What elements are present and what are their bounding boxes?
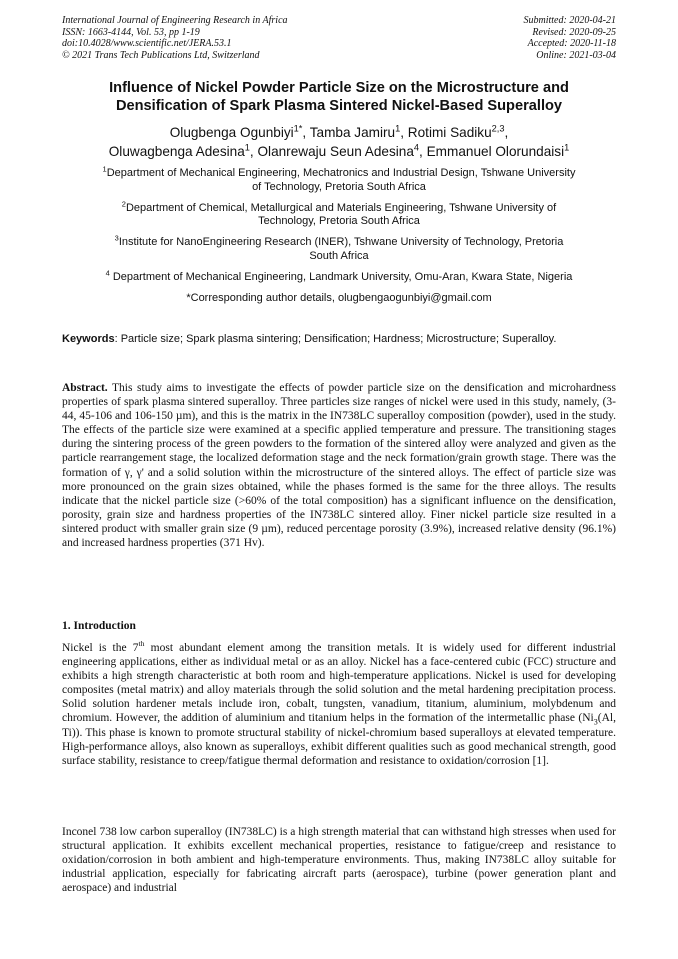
author-affil-mark: 1* xyxy=(293,123,303,134)
affiliation-mark: 1 xyxy=(102,164,107,174)
affiliation-mark: 4 xyxy=(105,268,110,278)
author-name: Oluwagbenga Adesina xyxy=(108,143,245,159)
author-affil-mark: 2,3 xyxy=(491,123,505,134)
author-name: Olanrewaju Seun Adesina xyxy=(257,143,414,159)
author-affil-mark: 1 xyxy=(244,141,250,152)
affiliation-list xyxy=(62,164,616,305)
title-line-2: Densification of Spark Plasma Sintered Nickel-Based Superalloy xyxy=(115,97,563,114)
author-name: Emmanuel Olorundaisi xyxy=(426,143,565,159)
affiliation-item xyxy=(62,268,616,285)
abstract-label: Abstract. xyxy=(62,382,108,394)
intro-paragraph-1 xyxy=(62,641,616,768)
subscript: 3 xyxy=(593,717,598,727)
keywords-label: Keywords xyxy=(62,333,115,345)
affiliation-line: Department of Mechanical Engineering, Landmark University, Omu-Aran, Kwara State, Nigeria xyxy=(109,270,573,283)
affiliation-item xyxy=(62,198,616,230)
publication-dates xyxy=(524,15,617,61)
author-separator: , xyxy=(302,125,310,140)
keywords-text: : Particle size; Spark plasma sintering; Densification; Hardness; Microstructure; Superalloy. xyxy=(114,333,557,345)
author-affil-mark: 1 xyxy=(564,141,570,152)
author-separator: , xyxy=(419,143,427,159)
title-line-1: Influence of Nickel Powder Particle Size on the Microstructure and xyxy=(109,80,569,96)
date-online: Online: 2021-03-04 xyxy=(536,49,616,61)
author-affil-mark: 4 xyxy=(413,141,420,152)
author-name: Tamba Jamiru xyxy=(309,125,396,140)
abstract-text: This study aims to investigate the effects of powder particle size on the densification and microhardness properties of spark plasma sintered superalloy. Three particles size ranges of nickel were used in this study, namely, (3-44, 45-106 and 106-150 µm), and this is the matrix in the IN738LC superalloy composition (powder), used in the study. The effects of the particle size were examined at a specific applied temperature and pressure. The transitioning stages during the sintering process of the green powders to the formation of the sintered alloy were analyzed and given as the particle rearrangement stage, the localized deformation stage and the neck formation/grain growth stage. There was the formation of γ, γ' and a solid solution within the microstructure of the sintered alloys. The effect of particle size was more pronounced on the grain sizes obtained, while the phases formed is the same for the three alloys. The results indicate that the nickel particle size (>60% of the total composition) has a significant influence on the densification, porosity, grain size and hardness properties of the IN738LC sintered alloy. Finer nickel particle size resulted in a sintered product with smaller grain size (9 µm), reduced percentage porosity (3.9%), increased relative density (96.1%) and increased hardness properties (371 Hv). xyxy=(62,382,616,550)
date-submitted: Submitted: 2020-04-21 xyxy=(523,15,616,26)
affiliation-item xyxy=(62,233,616,264)
affiliation-line: Technology, Pretoria South Africa xyxy=(258,215,420,228)
section-heading-introduction: 1. Introduction xyxy=(62,620,136,632)
affiliation-mark: 2 xyxy=(121,198,126,208)
paper-title xyxy=(62,80,616,115)
author-affil-mark: 1 xyxy=(395,123,401,134)
journal-info xyxy=(62,15,288,61)
paragraph-text: Nickel is the 7 xyxy=(62,642,139,654)
author-line-2 xyxy=(62,143,616,162)
affiliation-line: of Technology, Pretoria South Africa xyxy=(252,180,426,193)
journal-issn: ISSN: 1663-4144, Vol. 53, pp 1-19 xyxy=(62,26,200,38)
paragraph-text: most abundant element among the transition metals. It is widely used for different industrial engineering applications, either as individual metal or as an alloy. Nickel has a face-centered cubic (FCC) structure and exhibits a high strength characteristic at both room and high-temperature applications. Nickel is used for developing composites (metal matrix) and alloy materials through the solid solution and the metal hardening precipitation process. Solid solution hardener metals include iron, cobalt, tungsten, vanadium, titanium, aluminium, molybdenum and chromium. However, the addition of aluminium and titanium helps in the formation of the intermetallic phase (Ni xyxy=(62,642,617,725)
keywords-block xyxy=(62,332,616,346)
affiliation-item xyxy=(62,164,616,195)
intro-paragraph-2: Inconel 738 low carbon superalloy (IN738LC) is a high strength material that can withstand high stresses when used for structural application. It exhibits excellent mechanical properties, resistance to fatigue/creep and resistance to oxidation/corrosion in both ambient and high-temperature environments. Thus, making IN738LC alloy suitable for industrial application, especially for fabricating aircraft parts (aerospace), turbine (power generation plant and aerospace) and industrial xyxy=(62,826,616,895)
abstract-block xyxy=(62,381,616,550)
author-name: Rotimi Sadiku xyxy=(407,125,492,140)
journal-name: International Journal of Engineering Research in Africa xyxy=(62,15,288,26)
author-separator: , xyxy=(249,143,258,159)
author-list xyxy=(62,124,616,161)
affiliation-line: Department of Mechanical Engineering, Mechatronics and Industrial Design, Tshwane University xyxy=(106,167,576,179)
date-revised: Revised: 2020-09-25 xyxy=(532,26,616,38)
affiliation-line: Department of Chemical, Metallurgical and Materials Engineering, Tshwane University of xyxy=(125,201,557,214)
author-separator: , xyxy=(504,125,509,140)
paragraph-text: (Al, Ti)). This phase is known to promote structural stability of nickel-chromium based superalloys at elevated temperature. High-performance alloys, also known as superalloys, exhibit different qualities such as good mechanical strength, good surface stability, resistance to creep/fatigue thermal deformation and resistance to oxidation/corrosion [1]. xyxy=(62,712,616,767)
corresponding-author: *Corresponding author details, olugbengaogunbiyi@gmail.com xyxy=(186,291,492,304)
journal-doi: doi:10.4028/www.scientific.net/JERA.53.1 xyxy=(62,38,232,49)
author-name: Olugbenga Ogunbiyi xyxy=(169,125,294,140)
author-separator: , xyxy=(400,125,408,140)
author-line-1 xyxy=(62,124,616,143)
affiliation-mark: 3 xyxy=(114,233,119,243)
affiliation-line: Institute for NanoEngineering Research (INER), Tshwane University of Technology, Pretoria xyxy=(118,236,564,249)
affiliation-line: South Africa xyxy=(309,249,369,262)
superscript: th xyxy=(138,639,145,649)
journal-copyright: © 2021 Trans Tech Publications Ltd, Switzerland xyxy=(62,49,260,61)
date-accepted: Accepted: 2020-11-18 xyxy=(527,38,616,49)
